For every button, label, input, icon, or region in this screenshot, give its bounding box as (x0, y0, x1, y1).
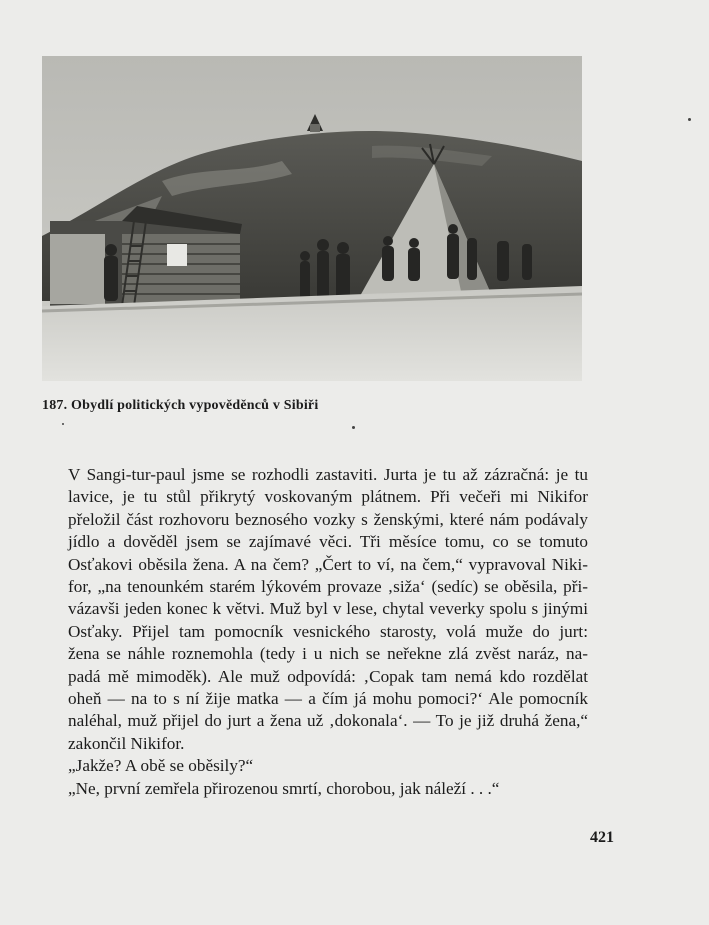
text-line: přeložil část rozhovoru beznosého vozky s ženskými, které nám podávaly (68, 509, 588, 529)
dialogue-line: „Jakže? A obě se oběsily?“ (68, 756, 254, 776)
paper-speck (352, 426, 355, 429)
figure-caption-text: Obydlí politických vypověděnců v Sibiři (71, 398, 319, 413)
figure-number: 187. (42, 398, 68, 413)
body-text (68, 464, 588, 800)
text-line: for, „na tenounkém starém lýkovém provaze ‚siža‘ (sedíc) se oběsila, při- (68, 577, 588, 597)
photograph-siberian-dwelling (42, 56, 582, 381)
text-line: žena se náhle roznemohla (tedy i u nich se neřekne zlá zvěst naráz, na- (68, 644, 588, 664)
text-line: Osťakovi oběsila žena. A na čem? „Čert to ví, na čem,“ vypravoval Niki- (68, 554, 588, 574)
text-line: jídlo a dověděl jsem se zajímavé věci. Tři měsíce tomu, co se tomuto (68, 532, 588, 552)
text-line: Osťaky. Přijel tam pomocník vesnického starosty, volá muže do jurt: (68, 621, 588, 641)
figure-caption (42, 398, 318, 414)
text-line: naléhal, muž přijel do jurt a žena už ‚dokonala‘. — To je již druhá žena,“ (68, 711, 588, 731)
dialogue-line: „Ne, první zemřela přirozenou smrtí, chorobou, jak náleží . . .“ (68, 778, 500, 798)
text-line: lavice, je tu stůl přikrytý voskovaným plátnem. Při večeři mi Nikifor (68, 487, 588, 507)
paper-speck (62, 423, 64, 425)
text-line: zakončil Nikifor. (68, 733, 185, 753)
text-line: vázavši jeden konec k větvi. Muž byl v lese, chytal veverky spolu s jinými (68, 599, 588, 619)
text-line: oheň — na to s ní žije matka — a čím já mohu pomoci?‘ Ale pomocník (68, 689, 588, 709)
text-line: V Sangi-tur-paul jsme se rozhodli zastaviti. Jurta je tu až zázračná: je tu (68, 465, 588, 484)
paper-speck (688, 118, 691, 121)
text-line: padá mě mimoděk). Ale muž odpovídá: ‚Copak tam nemá kdo rozdělat (68, 666, 588, 686)
page-number: 421 (590, 829, 614, 846)
